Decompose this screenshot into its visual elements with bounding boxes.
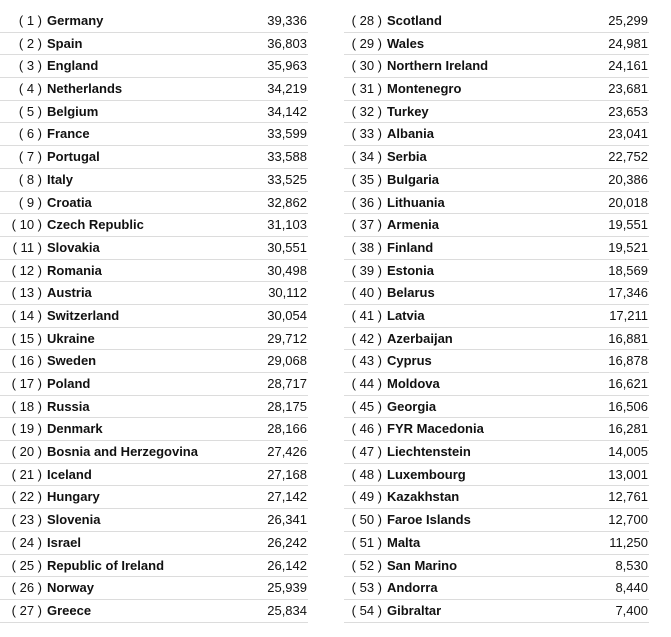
country-name: France	[47, 126, 90, 142]
ranking-column-left	[0, 10, 308, 623]
country-name: Romania	[47, 262, 102, 278]
attendance-value: 27,142	[267, 489, 307, 505]
attendance-value: 16,281	[608, 421, 648, 437]
rank-label: ( 27 )	[11, 602, 42, 618]
rank-label: ( 54 )	[351, 602, 382, 618]
country-name: England	[47, 58, 99, 74]
country-name: Poland	[47, 376, 91, 391]
table-row	[344, 214, 649, 237]
table-row	[0, 305, 308, 328]
rank-label: ( 39 )	[351, 262, 382, 278]
country-name: Slovakia	[47, 239, 100, 255]
rank-label: ( 48 )	[351, 466, 382, 482]
country-name: Estonia	[387, 262, 434, 278]
attendance-value: 27,168	[267, 466, 307, 482]
ranking-column-right	[344, 10, 649, 623]
attendance-value: 16,506	[608, 398, 648, 414]
table-row	[344, 169, 649, 192]
attendance-value: 24,161	[608, 58, 648, 74]
table-row	[0, 123, 308, 146]
table-row	[0, 441, 308, 464]
country-name: Malta	[387, 534, 421, 550]
attendance-value: 12,700	[608, 512, 648, 528]
rank-label: ( 49 )	[351, 489, 382, 505]
rank-label: ( 12 )	[11, 262, 42, 278]
country-name: Belarus	[387, 285, 435, 301]
rank-label: ( 29 )	[351, 35, 382, 51]
rank-label: ( 33 )	[351, 126, 382, 142]
country-name: Liechtenstein	[387, 444, 471, 460]
attendance-value: 22,752	[608, 149, 648, 165]
rank-label: ( 35 )	[351, 171, 382, 187]
attendance-value: 25,299	[608, 13, 648, 28]
table-row	[0, 169, 308, 192]
table-row	[0, 600, 308, 623]
country-name: Albania	[387, 126, 434, 142]
table-row	[0, 192, 308, 215]
attendance-value: 25,834	[267, 602, 307, 618]
country-name: Republic of Ireland	[47, 557, 165, 573]
country-name: Israel	[47, 534, 81, 550]
attendance-value: 34,219	[267, 81, 307, 97]
attendance-value: 31,103	[267, 217, 307, 233]
country-name: Sweden	[47, 353, 97, 369]
country-name: Lithuania	[387, 194, 445, 210]
country-name: Austria	[47, 285, 92, 301]
table-row	[0, 260, 308, 283]
table-row	[0, 237, 308, 260]
table-row	[344, 33, 649, 56]
rank-label: ( 16 )	[11, 353, 42, 369]
country-name: Bulgaria	[387, 171, 440, 187]
table-row	[344, 486, 649, 509]
rank-label: ( 52 )	[351, 557, 382, 573]
attendance-value: 23,681	[608, 81, 648, 97]
table-row	[344, 600, 649, 623]
country-name: Cyprus	[387, 353, 432, 369]
attendance-value: 16,878	[608, 353, 648, 369]
attendance-value: 34,142	[267, 103, 307, 119]
rank-label: ( 51 )	[351, 534, 382, 550]
table-row	[0, 78, 308, 101]
attendance-value: 23,653	[608, 103, 648, 119]
country-name: Wales	[387, 35, 425, 51]
rank-label: ( 22 )	[11, 489, 42, 505]
country-name: Greece	[47, 602, 92, 618]
table-row	[0, 373, 308, 396]
country-name: Croatia	[47, 194, 92, 210]
attendance-value: 8,440	[615, 580, 648, 596]
rank-label: ( 43 )	[351, 353, 382, 369]
table-row	[0, 146, 308, 169]
country-name: Spain	[47, 35, 83, 51]
table-row	[344, 282, 649, 305]
table-row	[344, 146, 649, 169]
table-row	[344, 78, 649, 101]
attendance-value: 7,400	[615, 602, 648, 618]
rank-label: ( 44 )	[351, 376, 382, 391]
rank-label: ( 47 )	[351, 444, 382, 460]
attendance-value: 28,166	[267, 421, 307, 437]
attendance-value: 32,862	[267, 194, 307, 210]
rank-label: ( 34 )	[351, 149, 382, 165]
table-row	[344, 260, 649, 283]
country-name: Finland	[387, 239, 434, 255]
rank-label: ( 37 )	[351, 217, 382, 233]
country-name: Slovenia	[47, 512, 101, 528]
table-row	[344, 555, 649, 578]
country-name: Georgia	[387, 398, 437, 414]
country-name: Luxembourg	[387, 466, 466, 482]
attendance-value: 30,054	[267, 307, 307, 323]
table-row	[0, 350, 308, 373]
table-row	[344, 396, 649, 419]
country-name: Norway	[47, 580, 94, 596]
attendance-value: 13,001	[608, 466, 648, 482]
attendance-value: 25,939	[267, 580, 307, 596]
country-name: Netherlands	[47, 81, 123, 97]
table-row	[344, 237, 649, 260]
table-row	[344, 10, 649, 33]
rank-label: ( 5 )	[18, 103, 42, 119]
country-name: Kazakhstan	[387, 489, 460, 505]
rank-label: ( 6 )	[18, 126, 42, 142]
country-name: San Marino	[387, 557, 458, 573]
table-row	[0, 464, 308, 487]
country-name: Denmark	[47, 421, 103, 437]
country-name: Ukraine	[47, 330, 95, 346]
rank-label: ( 26 )	[11, 580, 42, 596]
rank-label: ( 46 )	[351, 421, 382, 437]
table-row	[0, 509, 308, 532]
rank-label: ( 3 )	[18, 58, 42, 74]
country-name: Faroe Islands	[387, 512, 471, 528]
table-row	[0, 33, 308, 56]
attendance-value: 23,041	[608, 126, 648, 142]
attendance-value: 16,621	[608, 376, 648, 391]
table-row	[344, 192, 649, 215]
table-row	[0, 55, 308, 78]
table-row	[0, 577, 308, 600]
attendance-value: 36,803	[267, 35, 307, 51]
rank-label: ( 10 )	[11, 217, 42, 233]
country-name: Azerbaijan	[387, 330, 453, 346]
country-name: Belgium	[47, 103, 99, 119]
rank-label: ( 40 )	[351, 285, 382, 301]
country-name: Montenegro	[387, 81, 462, 97]
rank-label: ( 30 )	[351, 58, 382, 74]
table-row	[344, 509, 649, 532]
country-name: Czech Republic	[47, 217, 144, 233]
attendance-value: 8,530	[615, 557, 648, 573]
rank-label: ( 1 )	[18, 13, 42, 28]
attendance-value: 20,018	[608, 194, 648, 210]
table-row	[0, 214, 308, 237]
attendance-value: 26,341	[267, 512, 307, 528]
table-row	[0, 328, 308, 351]
table-row	[344, 532, 649, 555]
rank-label: ( 42 )	[351, 330, 382, 346]
country-name: Iceland	[47, 466, 92, 482]
country-name: Bosnia and Herzegovina	[47, 444, 198, 460]
rank-label: ( 25 )	[11, 557, 42, 573]
rank-label: ( 24 )	[11, 534, 42, 550]
attendance-value: 18,569	[608, 262, 648, 278]
country-name: Serbia	[387, 149, 427, 165]
attendance-value: 26,142	[267, 557, 307, 573]
attendance-value: 28,175	[267, 398, 307, 414]
attendance-value: 28,717	[267, 376, 307, 391]
table-row	[344, 328, 649, 351]
attendance-value: 19,551	[608, 217, 648, 233]
table-row	[0, 555, 308, 578]
rank-label: ( 28 )	[351, 13, 382, 28]
attendance-value: 14,005	[608, 444, 648, 460]
country-name: Italy	[47, 171, 74, 187]
rank-label: ( 21 )	[11, 466, 42, 482]
attendance-value: 30,498	[267, 262, 307, 278]
table-row	[344, 101, 649, 124]
attendance-value: 33,588	[267, 149, 307, 165]
table-row	[0, 532, 308, 555]
rank-label: ( 41 )	[351, 307, 382, 323]
table-row	[0, 486, 308, 509]
country-name: Switzerland	[47, 307, 120, 323]
rank-label: ( 8 )	[18, 171, 42, 187]
table-row	[0, 282, 308, 305]
attendance-value: 29,068	[267, 353, 307, 369]
rank-label: ( 14 )	[11, 307, 42, 323]
country-name: Portugal	[47, 149, 100, 165]
attendance-value: 30,112	[268, 285, 307, 301]
attendance-value: 12,761	[608, 489, 648, 505]
rank-label: ( 31 )	[351, 81, 382, 97]
country-name: Scotland	[387, 13, 442, 28]
rank-label: ( 2 )	[18, 35, 42, 51]
rank-label: ( 32 )	[351, 103, 382, 119]
attendance-value: 24,981	[608, 35, 648, 51]
country-name: Andorra	[387, 580, 438, 596]
rank-label: ( 20 )	[11, 444, 42, 460]
rank-label: ( 11 )	[12, 239, 42, 255]
rank-label: ( 18 )	[11, 398, 42, 414]
table-row	[344, 350, 649, 373]
country-name: Hungary	[47, 489, 100, 505]
country-name: Latvia	[387, 307, 425, 323]
rank-label: ( 50 )	[351, 512, 382, 528]
attendance-value: 30,551	[267, 239, 307, 255]
attendance-value: 35,963	[267, 58, 307, 74]
table-row	[344, 464, 649, 487]
table-row	[344, 373, 649, 396]
rank-label: ( 7 )	[18, 149, 42, 165]
attendance-value: 17,346	[608, 285, 648, 301]
attendance-value: 29,712	[267, 330, 307, 346]
country-name: Russia	[47, 398, 90, 414]
rank-label: ( 53 )	[351, 580, 382, 596]
rank-label: ( 13 )	[11, 285, 42, 301]
attendance-value: 39,336	[267, 13, 307, 28]
country-name: Moldova	[387, 376, 440, 391]
attendance-value: 33,599	[267, 126, 307, 142]
rank-label: ( 9 )	[18, 194, 42, 210]
rank-label: ( 36 )	[351, 194, 382, 210]
country-name: FYR Macedonia	[387, 421, 484, 437]
table-row	[344, 441, 649, 464]
attendance-value: 11,250	[609, 534, 648, 550]
country-name: Armenia	[387, 217, 440, 233]
table-row	[344, 123, 649, 146]
attendance-value: 27,426	[267, 444, 307, 460]
rank-label: ( 4 )	[18, 81, 42, 97]
table-row	[0, 396, 308, 419]
rank-label: ( 45 )	[351, 398, 382, 414]
table-row	[0, 101, 308, 124]
table-row	[0, 10, 308, 33]
table-row	[0, 418, 308, 441]
table-row	[344, 305, 649, 328]
rank-label: ( 19 )	[11, 421, 42, 437]
table-row	[344, 418, 649, 441]
attendance-value: 26,242	[267, 534, 307, 550]
table-row	[344, 577, 649, 600]
attendance-value: 20,386	[608, 171, 648, 187]
rank-label: ( 38 )	[351, 239, 382, 255]
attendance-value: 16,881	[608, 330, 648, 346]
country-name: Turkey	[387, 103, 429, 119]
attendance-value: 19,521	[608, 239, 648, 255]
country-name: Germany	[47, 13, 104, 28]
rank-label: ( 17 )	[11, 376, 42, 391]
country-name: Northern Ireland	[387, 58, 489, 74]
country-name: Gibraltar	[387, 602, 442, 618]
attendance-value: 33,525	[267, 171, 307, 187]
attendance-value: 17,211	[609, 307, 648, 323]
rank-label: ( 23 )	[11, 512, 42, 528]
rank-label: ( 15 )	[11, 330, 42, 346]
table-row	[344, 55, 649, 78]
